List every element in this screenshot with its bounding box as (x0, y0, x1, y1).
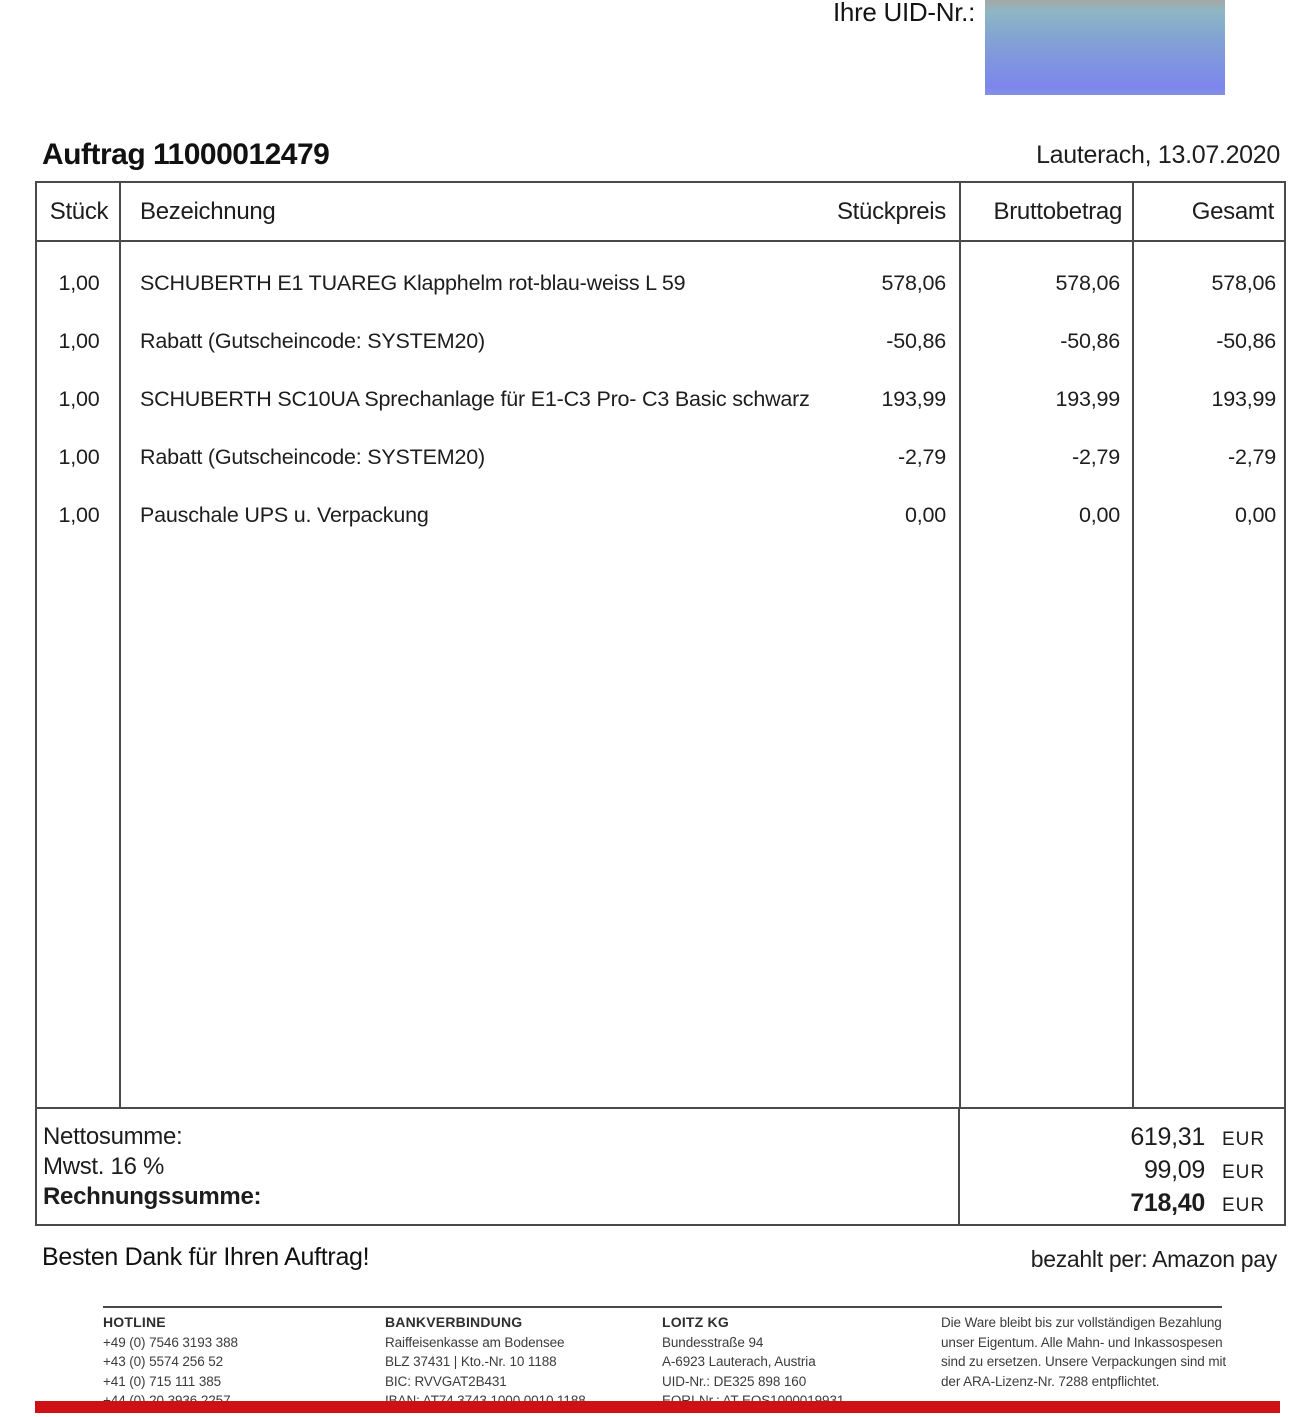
column-divider (959, 183, 961, 1107)
payment-method: bezahlt per: Amazon pay (1030, 1246, 1277, 1272)
cell-gross: 578,06 (1055, 270, 1120, 295)
footer-line: BLZ 37431 | Kto.-Nr. 10 1188 (385, 1354, 557, 1369)
footer-line: +49 (0) 7546 3193 388 (103, 1334, 238, 1350)
cell-unit-price: 0,00 (904, 502, 946, 527)
column-header-unit-price: Stückpreis (836, 197, 946, 225)
footer-hotline (103, 1313, 383, 1411)
column-divider (119, 183, 121, 1107)
net-sum-value: 619,31 (1130, 1123, 1205, 1151)
vat-label: Mwst. 16 % (43, 1153, 165, 1180)
totals-values (964, 1122, 1284, 1221)
redacted-uid-box (985, 0, 1225, 95)
column-header-desc: Bezeichnung (140, 197, 276, 225)
cell-unit-price: 193,99 (881, 386, 946, 411)
footer-line: +41 (0) 715 111 385 (103, 1373, 222, 1389)
cell-unit-price: -2,79 (897, 444, 946, 469)
footer-line: unser Eigentum. Alle Mahn- und Inkassospesen (941, 1334, 1223, 1350)
cell-total: 578,06 (1211, 270, 1276, 295)
invoice-sum-label: Rechnungssumme: (43, 1183, 262, 1210)
net-sum-label: Nettosumme: (43, 1123, 183, 1150)
cell-description: Rabatt (Gutscheincode: SYSTEM20) (140, 328, 485, 353)
footer-line: +43 (0) 5574 256 52 (103, 1354, 224, 1369)
cell-gross: -50,86 (1060, 328, 1120, 353)
cell-description: Rabatt (Gutscheincode: SYSTEM20) (140, 444, 485, 469)
footer-line: Die Ware bleibt bis zur vollständigen Bezahlung (941, 1315, 1222, 1330)
column-header-total: Gesamt (1191, 197, 1274, 225)
table-row (37, 370, 1284, 428)
cell-gross: 193,99 (1055, 386, 1120, 411)
column-header-gross: Bruttobetrag (993, 197, 1122, 225)
column-header-desc-unit (121, 198, 959, 226)
footer-line: UID-Nr.: DE325 898 160 (662, 1373, 807, 1389)
cell-total: 0,00 (1234, 502, 1276, 527)
table-row (37, 428, 1284, 486)
cell-unit-price: 578,06 (881, 270, 946, 295)
cell-qty: 1,00 (58, 328, 100, 353)
table-row (37, 486, 1284, 544)
brand-accent-bar (35, 1401, 1280, 1413)
totals-box (35, 1107, 1286, 1226)
footer-line: Raiffeisenkasse am Bodensee (385, 1334, 565, 1350)
place-date: Lauterach, 13.07.2020 (1036, 141, 1280, 169)
footer-line: Bundesstraße 94 (662, 1334, 764, 1350)
column-divider (1132, 183, 1134, 1107)
currency-label: EUR (1222, 1162, 1266, 1183)
footer-bank (385, 1313, 660, 1411)
totals-labels (43, 1122, 261, 1212)
table-row (37, 254, 1284, 312)
cell-total: -2,79 (1227, 444, 1276, 469)
footer-company (662, 1313, 938, 1411)
footer-hotline-title: HOTLINE (103, 1314, 166, 1330)
footer-terms (941, 1313, 1231, 1391)
cell-unit-price: -50,86 (886, 328, 946, 353)
cell-qty: 1,00 (58, 270, 100, 295)
cell-qty: 1,00 (58, 444, 100, 469)
totals-divider (958, 1109, 960, 1224)
cell-qty: 1,00 (58, 386, 100, 411)
cell-description: Pauschale UPS u. Verpackung (140, 502, 429, 527)
footer-line: A-6923 Lauterach, Austria (662, 1354, 816, 1369)
footer-company-title: LOITZ KG (662, 1314, 729, 1330)
cell-total: -50,86 (1216, 328, 1276, 353)
thanks-message: Besten Dank für Ihren Auftrag! (42, 1243, 370, 1271)
order-title: Auftrag 11000012479 (42, 138, 330, 171)
cell-gross: 0,00 (1078, 502, 1120, 527)
footer-line: BIC: RVVGAT2B431 (385, 1373, 507, 1389)
column-header-qty: Stück (49, 197, 109, 225)
cell-total: 193,99 (1211, 386, 1276, 411)
footer-divider (103, 1306, 1222, 1308)
uid-label: Ihre UID-Nr.: (832, 0, 975, 27)
cell-description: SCHUBERTH E1 TUAREG Klapphelm rot-blau-weiss L 59 (140, 270, 686, 295)
cell-gross: -2,79 (1071, 444, 1120, 469)
footer-line: der ARA-Lizenz-Nr. 7288 entpflichtet. (941, 1373, 1160, 1389)
items-table (35, 181, 1286, 1109)
table-row (37, 312, 1284, 370)
cell-description: SCHUBERTH SC10UA Sprechanlage für E1-C3 Pro- C3 Basic schwarz (140, 386, 810, 411)
vat-value: 99,09 (1143, 1156, 1205, 1184)
currency-label: EUR (1222, 1129, 1266, 1150)
table-body (37, 242, 1284, 544)
table-header-row (37, 183, 1284, 242)
invoice-sum-value: 718,40 (1130, 1189, 1205, 1217)
footer-bank-title: BANKVERBINDUNG (385, 1314, 523, 1330)
currency-label: EUR (1222, 1195, 1266, 1216)
footer-line: sind zu ersetzen. Unsere Verpackungen sind mit (941, 1354, 1227, 1369)
cell-qty: 1,00 (58, 502, 100, 527)
